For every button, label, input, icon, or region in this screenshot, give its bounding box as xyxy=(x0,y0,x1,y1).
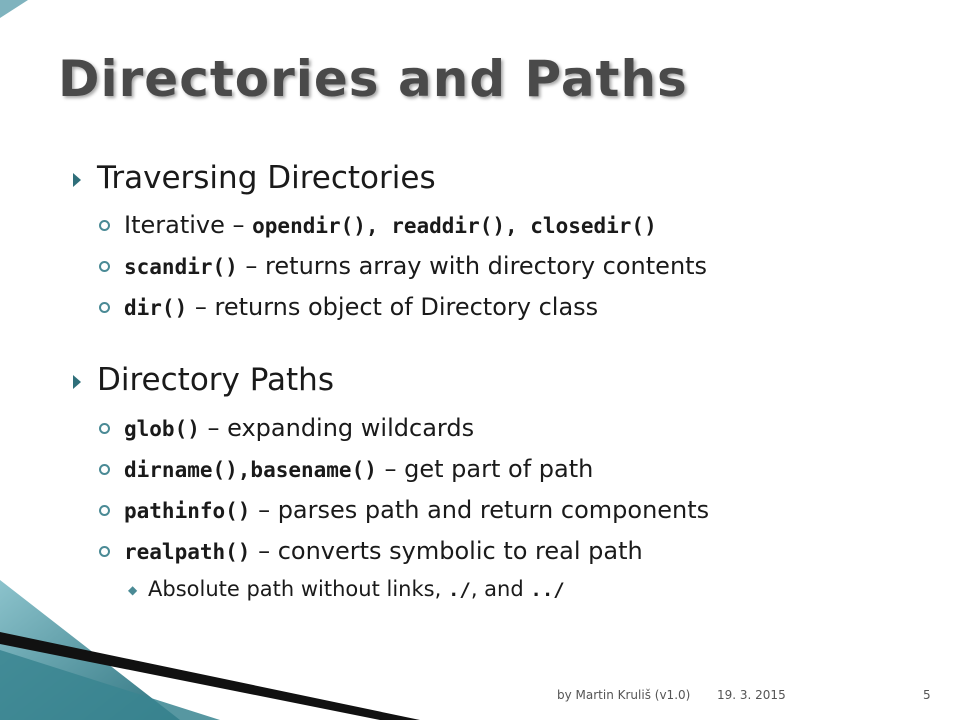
circle-bullet-icon xyxy=(99,546,110,557)
list-item: Iterative – opendir(), readdir(), closedir() xyxy=(124,211,657,239)
sub-list-item: Absolute path without links, ./, and ../ xyxy=(148,577,565,601)
circle-bullet-icon xyxy=(99,220,110,231)
list-item: dirname(),basename() – get part of path xyxy=(124,455,594,483)
slide-title: Directories and Paths xyxy=(58,50,688,108)
corner-decoration-bottom xyxy=(0,580,420,720)
diamond-bullet-icon: ◆ xyxy=(128,583,138,597)
section-heading: Traversing Directories xyxy=(97,160,436,196)
arrow-bullet-icon xyxy=(73,173,81,187)
circle-bullet-icon xyxy=(99,423,110,434)
list-item: realpath() – converts symbolic to real path xyxy=(124,537,643,565)
circle-bullet-icon xyxy=(99,464,110,475)
section-heading: Directory Paths xyxy=(97,362,334,398)
footer-author: by Martin Kruliš (v1.0) xyxy=(557,688,691,702)
circle-bullet-icon xyxy=(99,261,110,272)
footer-page-number: 5 xyxy=(923,688,931,702)
arrow-bullet-icon xyxy=(73,375,81,389)
footer-date: 19. 3. 2015 xyxy=(717,688,786,702)
list-item: pathinfo() – parses path and return components xyxy=(124,496,710,524)
circle-bullet-icon xyxy=(99,505,110,516)
circle-bullet-icon xyxy=(99,302,110,313)
list-item: glob() – expanding wildcards xyxy=(124,414,475,442)
list-item: dir() – returns object of Directory class xyxy=(124,293,599,321)
list-item: scandir() – returns array with directory contents xyxy=(124,252,708,280)
corner-decoration-top xyxy=(0,0,30,20)
